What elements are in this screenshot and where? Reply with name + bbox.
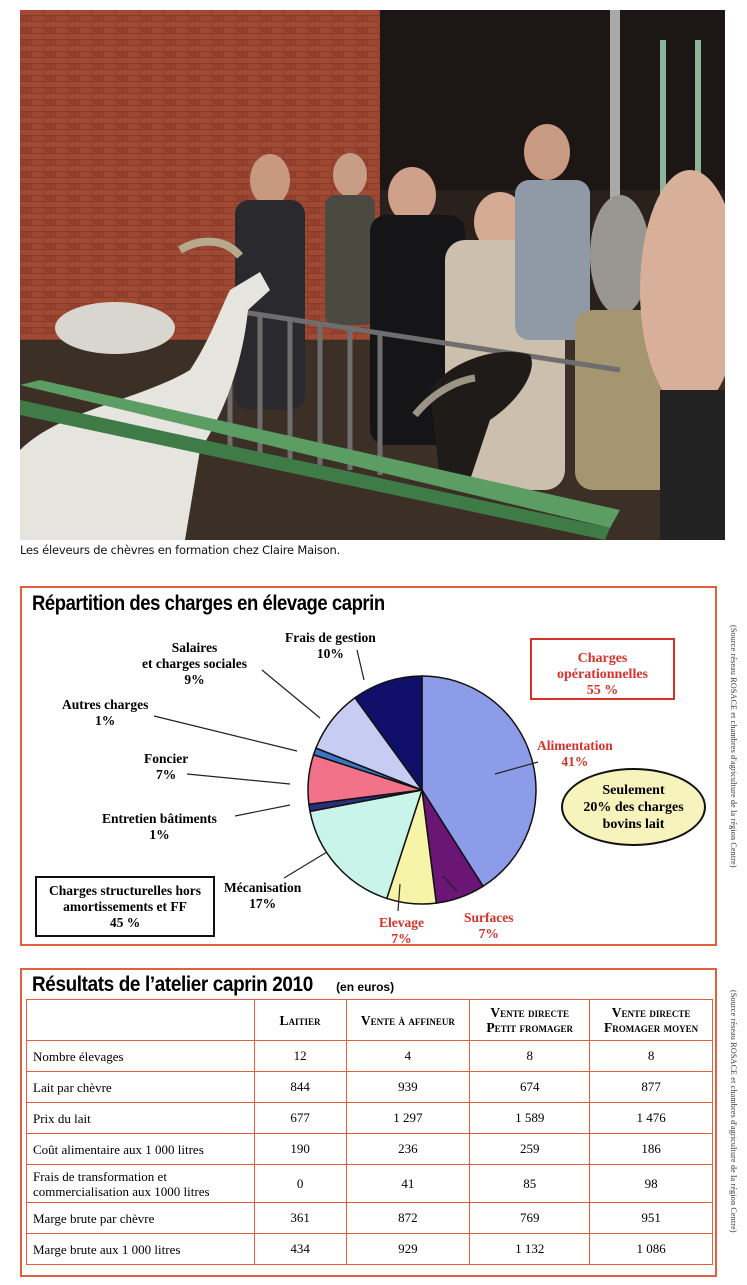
charges-operationnelles-box — [530, 638, 675, 700]
table-cell: 8 — [470, 1041, 590, 1072]
table-cell: 4 — [346, 1041, 470, 1072]
charges-chart-panel — [20, 586, 717, 946]
note-line3: bovins lait — [602, 817, 665, 832]
row-label — [27, 1165, 255, 1203]
row-label — [27, 1103, 255, 1134]
header-empty — [27, 1000, 255, 1041]
table-body — [27, 1041, 713, 1265]
label-alimentation-value: 41% — [561, 754, 589, 769]
table-cell: 929 — [346, 1234, 470, 1265]
label-foncier-value: 7% — [155, 767, 177, 782]
label-salaires — [142, 640, 247, 688]
table-cell: 361 — [254, 1203, 346, 1234]
header-petit-fromager — [470, 1000, 590, 1041]
table-source: (Source réseau ROSACE et chambres d'agriculture de la région Centre) — [729, 990, 738, 1233]
leader-meca — [284, 852, 327, 878]
table-unit: (en euros) — [336, 980, 395, 994]
leader-entretien — [235, 805, 290, 816]
label-salaires-value: 9% — [184, 672, 205, 687]
header-fromager-moyen-line1: Vente directe — [611, 1005, 691, 1020]
table-cell: 0 — [254, 1165, 346, 1203]
table-row — [27, 1072, 713, 1103]
oper-line3: 55 % — [586, 683, 619, 698]
row-label-text: Coût alimentaire aux 1 000 litres — [33, 1141, 204, 1157]
label-foncier-name: Foncier — [144, 751, 189, 766]
bovins-comparison-note — [561, 768, 706, 846]
label-surfaces-value: 7% — [478, 926, 499, 941]
struct-line2: amortissements et FF — [63, 899, 187, 914]
table-cell: 1 476 — [590, 1103, 713, 1134]
table-cell: 190 — [254, 1134, 346, 1165]
leader-salaires — [262, 670, 320, 718]
table-cell: 939 — [346, 1072, 470, 1103]
struct-line1: Charges structurelles hors — [49, 883, 201, 898]
label-entretien-name: Entretien bâtiments — [102, 811, 217, 826]
oper-line1: Charges — [577, 651, 628, 666]
table-header-row — [27, 1000, 713, 1041]
label-frais — [285, 630, 376, 662]
row-label — [27, 1072, 255, 1103]
label-frais-value: 10% — [316, 646, 344, 661]
table-cell: 877 — [590, 1072, 713, 1103]
table-cell: 41 — [346, 1165, 470, 1203]
table-cell: 769 — [470, 1203, 590, 1234]
label-salaires-name2: et charges sociales — [142, 656, 247, 671]
label-foncier — [144, 751, 188, 783]
label-entretien — [102, 811, 217, 843]
row-label — [27, 1203, 255, 1234]
table-cell: 844 — [254, 1072, 346, 1103]
table-cell: 951 — [590, 1203, 713, 1234]
leader-foncier — [187, 774, 290, 784]
charges-structurelles-box — [35, 876, 215, 937]
table-row — [27, 1203, 713, 1234]
results-table-panel — [20, 968, 717, 1277]
row-label-text: Nombre élevages — [33, 1048, 124, 1064]
table-cell: 1 086 — [590, 1234, 713, 1265]
table-cell: 8 — [590, 1041, 713, 1072]
table-cell: 85 — [470, 1165, 590, 1203]
label-alimentation-name: Alimentation — [537, 738, 613, 753]
table-cell: 1 132 — [470, 1234, 590, 1265]
label-meca — [224, 880, 301, 912]
note-line1: Seulement — [602, 783, 665, 798]
table-cell: 98 — [590, 1165, 713, 1203]
table-cell: 434 — [254, 1234, 346, 1265]
table-cell: 259 — [470, 1134, 590, 1165]
chart-source: (Source réseau ROSACE et chambres d'agriculture de la région Centre) — [729, 625, 738, 868]
leader-autres — [154, 716, 297, 751]
photo-illustration — [20, 10, 725, 540]
header-petit-fromager-line1: Vente directe — [490, 1005, 570, 1020]
note-line2: 20% des charges — [583, 800, 684, 815]
pie-slices — [308, 676, 536, 904]
header-affineur: Vente à affineur — [346, 1000, 470, 1041]
table-row — [27, 1041, 713, 1072]
label-frais-name: Frais de gestion — [285, 630, 376, 645]
header-laitier: Laitier — [254, 1000, 346, 1041]
table-cell: 1 297 — [346, 1103, 470, 1134]
photo-caption: Les éleveurs de chèvres en formation chez Claire Maison. — [20, 543, 341, 557]
table-cell: 872 — [346, 1203, 470, 1234]
label-elevage-name: Elevage — [379, 915, 424, 930]
label-surfaces-name: Surfaces — [464, 910, 514, 925]
label-autres-value: 1% — [95, 713, 116, 728]
struct-line3: 45 % — [109, 915, 141, 930]
table-cell: 677 — [254, 1103, 346, 1134]
label-elevage — [379, 915, 424, 947]
row-label — [27, 1134, 255, 1165]
table-title: Résultats de l’atelier caprin 2010 — [32, 973, 313, 996]
label-meca-value: 17% — [249, 896, 277, 911]
label-meca-name: Mécanisation — [224, 880, 302, 895]
label-alimentation — [537, 738, 613, 770]
label-entretien-value: 1% — [149, 827, 170, 842]
goat-farm-photo — [20, 10, 725, 540]
table-cell: 1 589 — [470, 1103, 590, 1134]
oper-line2: opérationnelles — [557, 667, 648, 682]
table-cell: 186 — [590, 1134, 713, 1165]
row-label-text: Prix du lait — [33, 1110, 91, 1126]
table-cell: 674 — [470, 1072, 590, 1103]
row-label-text: Lait par chèvre — [33, 1079, 112, 1095]
label-autres-name: Autres charges — [62, 697, 149, 712]
row-label-text: Marge brute par chèvre — [33, 1210, 155, 1226]
table-title-block — [32, 973, 394, 997]
chart-title: Répartition des charges en élevage caprin — [32, 592, 385, 615]
table-cell: 12 — [254, 1041, 346, 1072]
table-cell: 236 — [346, 1134, 470, 1165]
row-label-text: Frais de transformation et — [33, 1168, 167, 1184]
header-fromager-moyen — [590, 1000, 713, 1041]
label-surfaces — [464, 910, 514, 942]
label-elevage-value: 7% — [391, 931, 412, 946]
header-fromager-moyen-line2: Fromager moyen — [604, 1020, 699, 1035]
table-row — [27, 1234, 713, 1265]
table-row — [27, 1134, 713, 1165]
row-label-text-line2: commercialisation aux 1000 litres — [33, 1183, 210, 1199]
results-table — [26, 999, 713, 1265]
row-label — [27, 1041, 255, 1072]
row-label — [27, 1234, 255, 1265]
table-row — [27, 1165, 713, 1203]
header-petit-fromager-line2: Petit fromager — [486, 1020, 574, 1035]
label-salaires-name1: Salaires — [171, 640, 218, 655]
row-label-text: Marge brute aux 1 000 litres — [33, 1241, 181, 1257]
label-autres — [62, 697, 148, 729]
table-row — [27, 1103, 713, 1134]
